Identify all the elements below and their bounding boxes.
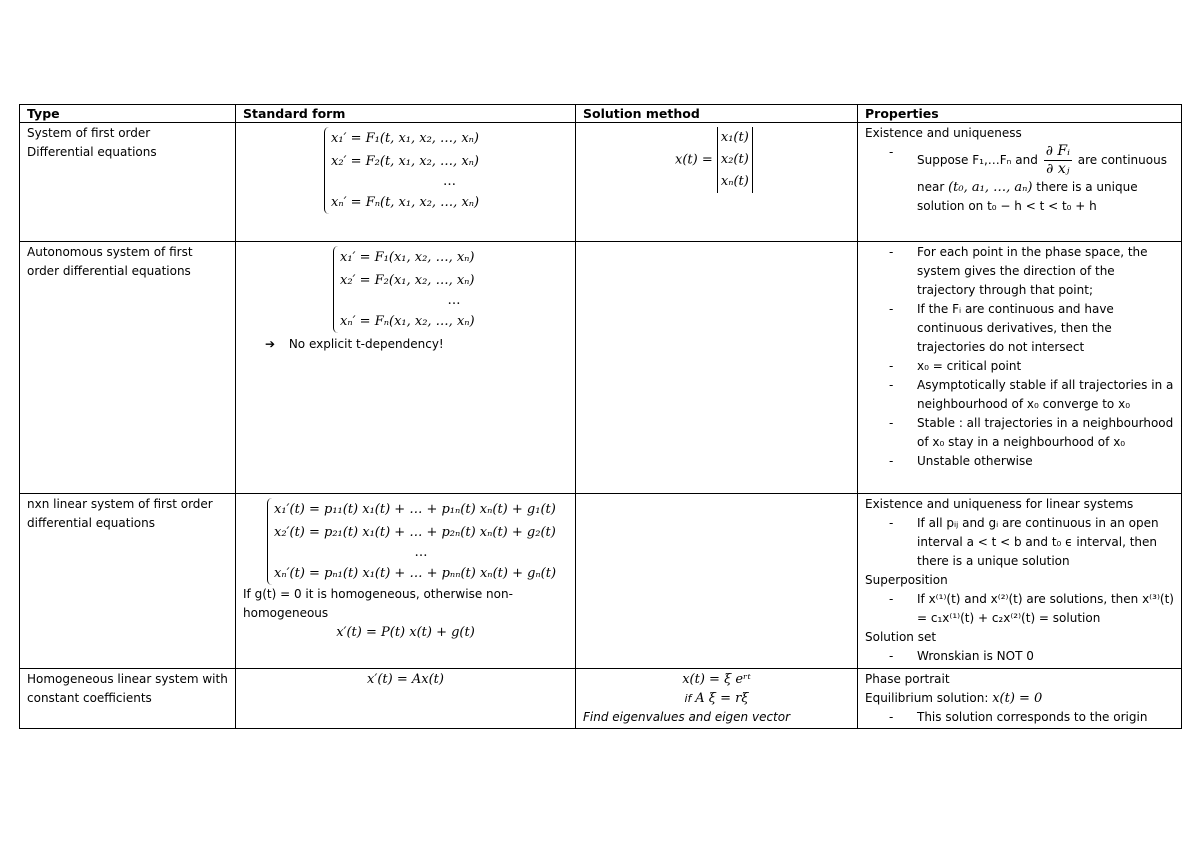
property-text: there is a unique	[1036, 180, 1138, 194]
header-solution-method: Solution method	[576, 105, 858, 123]
type-cell	[20, 123, 236, 242]
vector-entry: xₙ(t)	[720, 174, 749, 189]
solution-lhs: x(t) =	[675, 152, 713, 168]
equation: x₂′ = F₂(x₁, x₂, …, xₙ)	[340, 273, 475, 288]
property-list	[865, 647, 1174, 666]
solution-method-cell	[576, 242, 858, 494]
property-list	[865, 243, 1174, 471]
standard-form-cell	[236, 494, 576, 669]
property-title: Superposition	[865, 573, 948, 587]
property-list	[865, 708, 1174, 727]
type-line: System of first order	[27, 126, 151, 140]
property-line	[865, 689, 1174, 708]
equation: xₙ′(t) = pₙ₁(t) x₁(t) + … + pₙₙ(t) xₙ(t) + gₙ(t)	[274, 566, 557, 581]
properties-cell	[858, 123, 1182, 242]
fraction-denominator: ∂ xⱼ	[1046, 161, 1070, 177]
table-row	[20, 669, 1182, 729]
standard-form-cell	[236, 669, 576, 729]
ellipsis: …	[447, 293, 461, 308]
property-title: Existence and uniqueness	[865, 126, 1022, 140]
property-list	[865, 590, 1174, 628]
partial-derivative-fraction	[1044, 143, 1072, 178]
ellipsis: …	[414, 545, 428, 560]
condition-line	[583, 689, 850, 708]
table-row	[20, 123, 1182, 242]
properties-cell	[858, 242, 1182, 494]
list-item: - Stable : all trajectories in a neighbourhood of x₀ stay in a neighbourhood of x₀	[865, 414, 1174, 452]
header-row	[20, 105, 1182, 123]
homogeneous-note: If g(t) = 0 it is homogeneous, otherwise non-homogeneous	[243, 587, 513, 620]
type-cell: Autonomous system of first order differential equations	[20, 242, 236, 494]
equation: x₂′(t) = p₂₁(t) x₁(t) + … + p₂ₙ(t) xₙ(t) + g₂(t)	[274, 525, 556, 540]
ellipsis: …	[443, 174, 456, 189]
equation: x₁′ = F₁(t, x₁, x₂, …, xₙ)	[331, 131, 479, 146]
equation: x₂′ = F₂(t, x₁, x₂, …, xₙ)	[331, 154, 479, 169]
equilibrium-equation: x(t) = 0	[992, 691, 1043, 706]
solution-method-cell	[576, 669, 858, 729]
type-line: Differential equations	[27, 145, 157, 159]
matrix-equation: x′(t) = P(t) x(t) + g(t)	[336, 625, 475, 640]
solution-equation: x(t) = ξ eʳᵗ	[682, 672, 751, 687]
table-row	[20, 242, 1182, 494]
equation-system	[267, 498, 568, 585]
property-text: Equilibrium solution:	[865, 691, 989, 705]
property-title: Existence and uniqueness for linear systems	[865, 497, 1134, 511]
equation: x′(t) = Ax(t)	[367, 672, 444, 687]
ode-summary-table	[19, 104, 1182, 729]
table-row	[20, 494, 1182, 669]
properties-cell	[858, 494, 1182, 669]
arrow-icon: ➔	[265, 337, 276, 351]
property-text: solution on t₀ − h < t < t₀ + h	[917, 199, 1097, 213]
equation: xₙ′ = Fₙ(x₁, x₂, …, xₙ)	[340, 314, 475, 329]
list-item: - If x⁽¹⁾(t) and x⁽²⁾(t) are solutions, then x⁽³⁾(t) = c₁x⁽¹⁾(t) + c₂x⁽²⁾(t) = solution	[865, 590, 1174, 628]
property-list	[865, 514, 1174, 571]
list-item: - Asymptotically stable if all trajectories in a neighbourhood of x₀ converge to x₀	[865, 376, 1174, 414]
point-expression: (t₀, a₁, …, aₙ)	[948, 180, 1033, 195]
column-vector	[717, 127, 753, 193]
property-text: Suppose F₁,…Fₙ and	[917, 153, 1038, 167]
list-item: - If the Fᵢ are continuous and have continuous derivatives, then the trajectories do not intersect	[865, 300, 1174, 357]
header-type: Type	[20, 105, 236, 123]
solution-vector-equation	[675, 127, 850, 193]
property-text: are continuous	[1077, 153, 1167, 167]
list-item: - Wronskian is NOT 0	[865, 647, 1174, 666]
property-list	[865, 143, 1174, 216]
equation: xₙ′ = Fₙ(t, x₁, x₂, …, xₙ)	[331, 195, 480, 210]
property-text: near	[917, 180, 945, 194]
eigen-equation: A ξ = rξ	[695, 691, 749, 706]
list-item: - For each point in the phase space, the system gives the direction of the trajectory through that point;	[865, 243, 1174, 300]
vector-entry: x₂(t)	[720, 152, 749, 167]
equation: x₁′ = F₁(x₁, x₂, …, xₙ)	[340, 250, 475, 265]
list-item	[865, 143, 1174, 216]
list-item: - This solution corresponds to the origin	[865, 708, 1174, 727]
equation: x₁′(t) = p₁₁(t) x₁(t) + … + p₁ₙ(t) xₙ(t) + g₁(t)	[274, 502, 556, 517]
header-properties: Properties	[858, 105, 1182, 123]
type-cell: Homogeneous linear system with constant coefficients	[20, 669, 236, 729]
properties-cell	[858, 669, 1182, 729]
list-item: - If all pᵢⱼ and gᵢ are continuous in an open interval a < t < b and t₀ ϵ interval, then there is a unique solution	[865, 514, 1174, 571]
list-item: - x₀ = critical point	[865, 357, 1174, 376]
equation-system	[333, 246, 568, 333]
vector-entry: x₁(t)	[720, 130, 749, 145]
header-standard-form: Standard form	[236, 105, 576, 123]
note-text: No explicit t-dependency!	[288, 337, 444, 351]
type-cell: nxn linear system of first order differential equations	[20, 494, 236, 669]
equation-system	[324, 127, 568, 214]
note-line	[265, 335, 568, 354]
list-item: - Unstable otherwise	[865, 452, 1174, 471]
condition-if: if	[684, 692, 692, 705]
solution-method-cell	[576, 494, 858, 669]
property-title: Solution set	[865, 630, 937, 644]
standard-form-cell	[236, 123, 576, 242]
fraction-numerator: ∂ Fᵢ	[1045, 143, 1070, 159]
property-title: Phase portrait	[865, 672, 950, 686]
standard-form-cell	[236, 242, 576, 494]
solution-instruction: Find eigenvalues and eigen vector	[583, 710, 791, 724]
solution-method-cell	[576, 123, 858, 242]
